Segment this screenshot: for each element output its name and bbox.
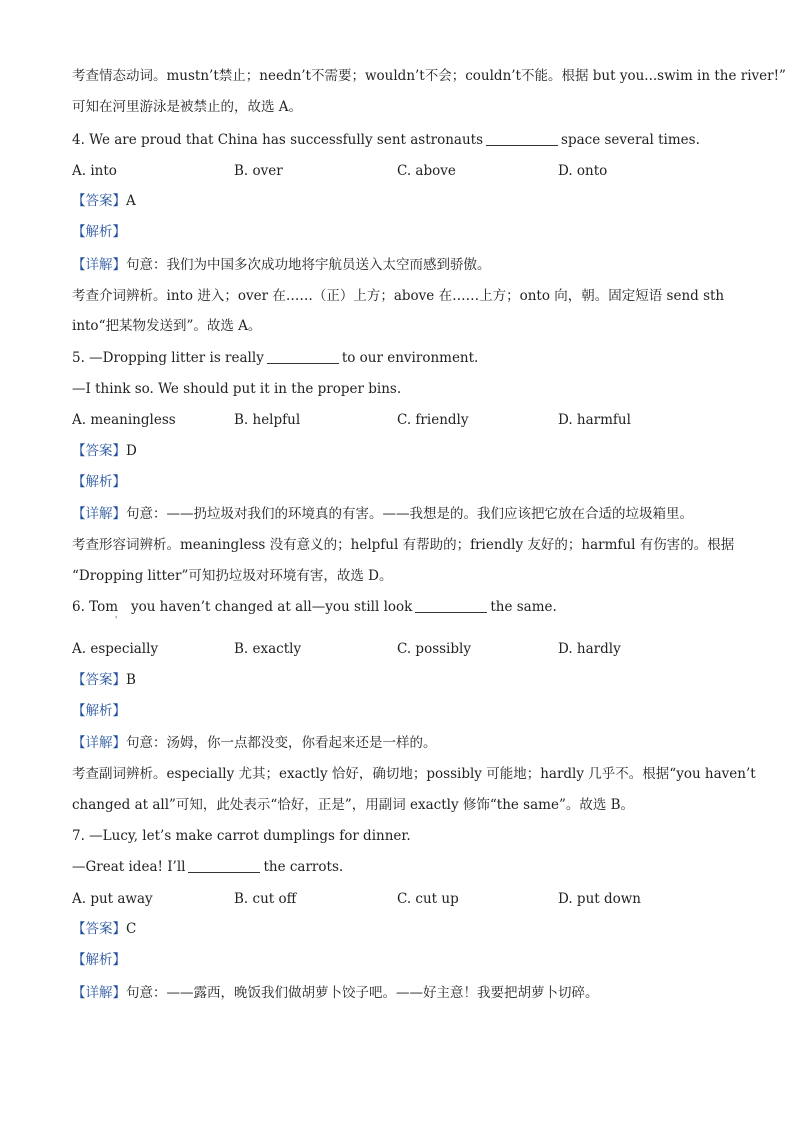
question-4-stem: 4. We are proud that China has successfully sent astronauts xyxy=(72,132,484,148)
detail-text: changed at all”可知，此处表示“恰好，正是”，用副词 exactly 修饰“the same”。故选 B。 xyxy=(72,797,635,813)
detail-tag: 【详解】 xyxy=(72,985,126,1001)
option-d: D. onto xyxy=(558,163,608,179)
detail-text: 句意：汤姆，你一点都没变，你看起来还是一样的。 xyxy=(126,735,437,751)
question-7-reply xyxy=(72,857,343,877)
answer-tag: 【答案】 xyxy=(72,921,126,937)
question-6-stem-mid: you haven’t changed at all—you still look xyxy=(130,599,413,615)
detail-line xyxy=(72,983,599,1003)
option-c: C. cut up xyxy=(397,891,459,907)
detail-line xyxy=(72,733,437,753)
detail-text: 句意：——露西，晚饭我们做胡萝卜饺子吧。——好主意！我要把胡萝卜切碎。 xyxy=(126,985,599,1001)
answer-tag: 【答案】 xyxy=(72,443,126,459)
answer-value: A xyxy=(126,193,136,209)
question-5-reply: —I think so. We should put it in the proper bins. xyxy=(72,381,402,397)
detail-text: into“把某物发送到”。故选 A。 xyxy=(72,318,262,334)
option-c: C. possibly xyxy=(397,641,471,657)
answer-value: B xyxy=(126,672,136,688)
option-d: D. hardly xyxy=(558,641,621,657)
answer-blank xyxy=(415,598,487,613)
answer-value: C xyxy=(126,921,137,937)
analysis-tag: 【解析】 xyxy=(72,703,126,719)
q3-explanation-line-1: 考查情态动词。mustn’t禁止；needn’t不需要；wouldn’t不会；couldn’t不能。根据 but you...swim in the river!” xyxy=(72,68,786,84)
option-c: C. above xyxy=(397,163,456,179)
answer-line xyxy=(72,919,136,939)
question-6 xyxy=(72,597,557,617)
detail-text: 句意：我们为中国多次成功地将宇航员送入太空而感到骄傲。 xyxy=(126,257,491,273)
detail-line xyxy=(72,504,693,524)
detail-text: 考查副词辨析。especially 尤其；exactly 恰好，确切地；possibly 可能地；hardly 几乎不。根据“you haven’t xyxy=(72,766,756,782)
stray-mark: ' xyxy=(115,615,118,624)
detail-text: 句意：——扔垃圾对我们的环境真的有害。——我想是的。我们应该把它放在合适的垃圾箱里。 xyxy=(126,506,693,522)
answer-blank xyxy=(267,349,339,364)
detail-text: 考查形容词辨析。meaningless 没有意义的；helpful 有帮助的；friendly 友好的；harmful 有伤害的。根据 xyxy=(72,537,735,553)
option-b: B. cut off xyxy=(234,891,297,907)
analysis-tag: 【解析】 xyxy=(72,952,126,968)
detail-text: “Dropping litter”可知扔垃圾对环境有害，故选 D。 xyxy=(72,568,393,584)
answer-tag: 【答案】 xyxy=(72,672,126,688)
answer-line xyxy=(72,441,137,461)
question-6-stem: 6. Tom xyxy=(72,599,119,615)
option-c: C. friendly xyxy=(397,412,469,428)
question-7-stem: —Great idea! I’ll xyxy=(72,859,186,875)
option-d: D. put down xyxy=(558,891,641,907)
option-a: A. especially xyxy=(72,641,159,657)
question-5-stem-end: to our environment. xyxy=(341,350,479,366)
detail-line xyxy=(72,255,491,275)
option-d: D. harmful xyxy=(558,412,631,428)
answer-line xyxy=(72,191,136,211)
question-5 xyxy=(72,348,478,368)
question-7: 7. —Lucy, let’s make carrot dumplings for dinner. xyxy=(72,828,411,844)
question-4-stem-end: space several times. xyxy=(561,132,700,148)
question-7-stem-end: the carrots. xyxy=(263,859,344,875)
q3-explanation-line-2: 可知在河里游泳是被禁止的，故选 A。 xyxy=(72,99,303,115)
question-5-stem: 5. —Dropping litter is really xyxy=(72,350,264,366)
option-b: B. helpful xyxy=(234,412,301,428)
answer-blank xyxy=(188,858,260,873)
option-a: A. into xyxy=(72,163,117,179)
option-b: B. exactly xyxy=(234,641,302,657)
answer-line xyxy=(72,670,136,690)
detail-text: 考查介词辨析。into 进入；over 在……（正）上方；above 在……上方；onto 向，朝。固定短语 send sth xyxy=(72,288,725,304)
option-a: A. put away xyxy=(72,891,153,907)
detail-tag: 【详解】 xyxy=(72,257,126,273)
answer-value: D xyxy=(126,443,137,459)
detail-tag: 【详解】 xyxy=(72,506,126,522)
answer-tag: 【答案】 xyxy=(72,193,126,209)
option-b: B. over xyxy=(234,163,283,179)
question-6-stem-end: the same. xyxy=(490,599,557,615)
analysis-tag: 【解析】 xyxy=(72,474,126,490)
analysis-tag: 【解析】 xyxy=(72,224,126,240)
answer-blank xyxy=(486,131,558,146)
detail-tag: 【详解】 xyxy=(72,735,126,751)
option-a: A. meaningless xyxy=(72,412,176,428)
question-4 xyxy=(72,130,700,150)
